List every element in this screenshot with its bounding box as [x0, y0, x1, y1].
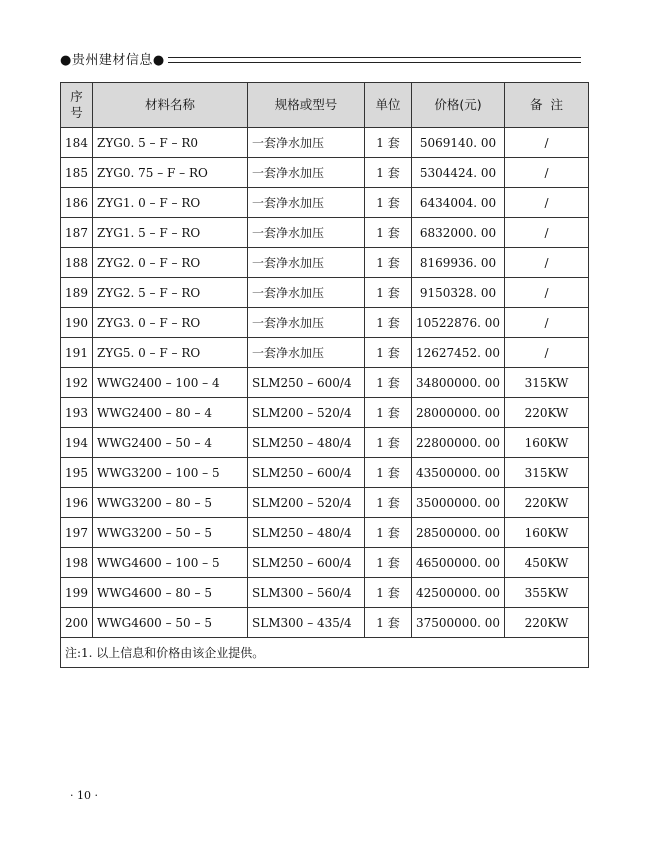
publication-title: ●贵州建材信息●: [60, 53, 165, 68]
cell-note: 355KW: [505, 578, 589, 608]
table-row: [61, 398, 589, 428]
table-row: [61, 278, 589, 308]
cell-unit: 1 套: [365, 488, 412, 518]
cell-unit: 1 套: [365, 338, 412, 368]
cell-spec: 一套净水加压: [248, 188, 365, 218]
cell-material-name: ZYG2. 0 – F – RO: [93, 248, 248, 278]
cell-spec: SLM250 – 600/4: [248, 458, 365, 488]
cell-note: /: [505, 188, 589, 218]
cell-price: 46500000. 00: [412, 548, 505, 578]
column-header-price: 价格(元): [412, 83, 505, 128]
cell-unit: 1 套: [365, 458, 412, 488]
table-row: [61, 308, 589, 338]
cell-price: 43500000. 00: [412, 458, 505, 488]
cell-unit: 1 套: [365, 428, 412, 458]
cell-spec: 一套净水加压: [248, 338, 365, 368]
table-row: [61, 248, 589, 278]
table-header-row: [61, 83, 589, 128]
cell-material-name: ZYG0. 5 – F – R0: [93, 128, 248, 158]
cell-no: 188: [61, 248, 93, 278]
cell-no: 198: [61, 548, 93, 578]
cell-material-name: ZYG1. 5 – F – RO: [93, 218, 248, 248]
table-row: [61, 458, 589, 488]
cell-unit: 1 套: [365, 248, 412, 278]
cell-no: 193: [61, 398, 93, 428]
cell-spec: SLM300 – 435/4: [248, 608, 365, 638]
cell-material-name: WWG3200 – 50 – 5: [93, 518, 248, 548]
column-header-no: [61, 83, 93, 128]
table-row: [61, 368, 589, 398]
cell-no: 190: [61, 308, 93, 338]
cell-price: 37500000. 00: [412, 608, 505, 638]
table-row: [61, 338, 589, 368]
cell-no: 185: [61, 158, 93, 188]
cell-spec: SLM300 – 560/4: [248, 578, 365, 608]
cell-price: 5069140. 00: [412, 128, 505, 158]
column-header-unit: 单位: [365, 83, 412, 128]
cell-material-name: WWG2400 – 100 – 4: [93, 368, 248, 398]
cell-note: /: [505, 128, 589, 158]
footnote-row: [61, 638, 589, 668]
cell-material-name: WWG4600 – 80 – 5: [93, 578, 248, 608]
cell-spec: SLM250 – 480/4: [248, 428, 365, 458]
price-table: [60, 82, 589, 668]
table-row: [61, 488, 589, 518]
cell-no: 200: [61, 608, 93, 638]
cell-price: 12627452. 00: [412, 338, 505, 368]
cell-note: /: [505, 218, 589, 248]
cell-unit: 1 套: [365, 188, 412, 218]
cell-spec: SLM250 – 600/4: [248, 368, 365, 398]
column-header-note: 备 注: [505, 83, 589, 128]
table-row: [61, 548, 589, 578]
cell-no: 197: [61, 518, 93, 548]
cell-no: 194: [61, 428, 93, 458]
cell-price: 22800000. 00: [412, 428, 505, 458]
table-row: [61, 128, 589, 158]
cell-price: 6434004. 00: [412, 188, 505, 218]
cell-price: 28500000. 00: [412, 518, 505, 548]
cell-spec: 一套净水加压: [248, 278, 365, 308]
cell-price: 34800000. 00: [412, 368, 505, 398]
table-row: [61, 578, 589, 608]
cell-no: 199: [61, 578, 93, 608]
cell-spec: SLM200 – 520/4: [248, 488, 365, 518]
cell-spec: 一套净水加压: [248, 158, 365, 188]
page-number: · 10 ·: [70, 789, 98, 802]
cell-spec: SLM250 – 480/4: [248, 518, 365, 548]
cell-price: 6832000. 00: [412, 218, 505, 248]
cell-unit: 1 套: [365, 578, 412, 608]
cell-note: 160KW: [505, 518, 589, 548]
cell-no: 196: [61, 488, 93, 518]
cell-unit: 1 套: [365, 308, 412, 338]
table-body: [61, 128, 589, 638]
cell-material-name: WWG2400 – 50 – 4: [93, 428, 248, 458]
cell-material-name: WWG3200 – 80 – 5: [93, 488, 248, 518]
table-row: [61, 218, 589, 248]
cell-note: /: [505, 308, 589, 338]
cell-material-name: WWG2400 – 80 – 4: [93, 398, 248, 428]
cell-spec: 一套净水加压: [248, 218, 365, 248]
column-header-spec: 规格或型号: [248, 83, 365, 128]
cell-price: 9150328. 00: [412, 278, 505, 308]
cell-unit: 1 套: [365, 158, 412, 188]
cell-unit: 1 套: [365, 548, 412, 578]
cell-price: 8169936. 00: [412, 248, 505, 278]
cell-price: 42500000. 00: [412, 578, 505, 608]
cell-note: /: [505, 158, 589, 188]
cell-price: 10522876. 00: [412, 308, 505, 338]
cell-spec: 一套净水加压: [248, 248, 365, 278]
table-footnote: 注:1. 以上信息和价格由该企业提供。: [61, 638, 589, 668]
cell-note: /: [505, 278, 589, 308]
cell-no: 195: [61, 458, 93, 488]
cell-material-name: WWG3200 – 100 – 5: [93, 458, 248, 488]
cell-unit: 1 套: [365, 608, 412, 638]
table-row: [61, 428, 589, 458]
cell-unit: 1 套: [365, 218, 412, 248]
cell-no: 186: [61, 188, 93, 218]
cell-note: 220KW: [505, 608, 589, 638]
cell-no: 191: [61, 338, 93, 368]
cell-unit: 1 套: [365, 398, 412, 428]
cell-unit: 1 套: [365, 518, 412, 548]
cell-no: 189: [61, 278, 93, 308]
column-header-name: 材料名称: [93, 83, 248, 128]
cell-spec: SLM200 – 520/4: [248, 398, 365, 428]
table-row: [61, 608, 589, 638]
cell-note: 220KW: [505, 398, 589, 428]
cell-no: 184: [61, 128, 93, 158]
cell-material-name: WWG4600 – 50 – 5: [93, 608, 248, 638]
cell-material-name: ZYG5. 0 – F – RO: [93, 338, 248, 368]
cell-unit: 1 套: [365, 278, 412, 308]
cell-price: 28000000. 00: [412, 398, 505, 428]
cell-material-name: ZYG3. 0 – F – RO: [93, 308, 248, 338]
cell-note: 160KW: [505, 428, 589, 458]
table-row: [61, 188, 589, 218]
cell-spec: 一套净水加压: [248, 308, 365, 338]
column-header-no-text: 序号: [70, 89, 83, 120]
cell-material-name: WWG4600 – 100 – 5: [93, 548, 248, 578]
cell-material-name: ZYG1. 0 – F – RO: [93, 188, 248, 218]
cell-unit: 1 套: [365, 128, 412, 158]
cell-unit: 1 套: [365, 368, 412, 398]
cell-no: 192: [61, 368, 93, 398]
cell-note: 220KW: [505, 488, 589, 518]
cell-note: /: [505, 338, 589, 368]
cell-note: 315KW: [505, 458, 589, 488]
cell-spec: SLM250 – 600/4: [248, 548, 365, 578]
header-double-rule: [168, 57, 581, 63]
table-row: [61, 158, 589, 188]
cell-price: 5304424. 00: [412, 158, 505, 188]
cell-spec: 一套净水加压: [248, 128, 365, 158]
cell-note: 450KW: [505, 548, 589, 578]
cell-material-name: ZYG2. 5 – F – RO: [93, 278, 248, 308]
cell-no: 187: [61, 218, 93, 248]
page-header: [60, 48, 581, 70]
cell-note: /: [505, 248, 589, 278]
cell-price: 35000000. 00: [412, 488, 505, 518]
table-row: [61, 518, 589, 548]
cell-material-name: ZYG0. 75 – F – RO: [93, 158, 248, 188]
cell-note: 315KW: [505, 368, 589, 398]
